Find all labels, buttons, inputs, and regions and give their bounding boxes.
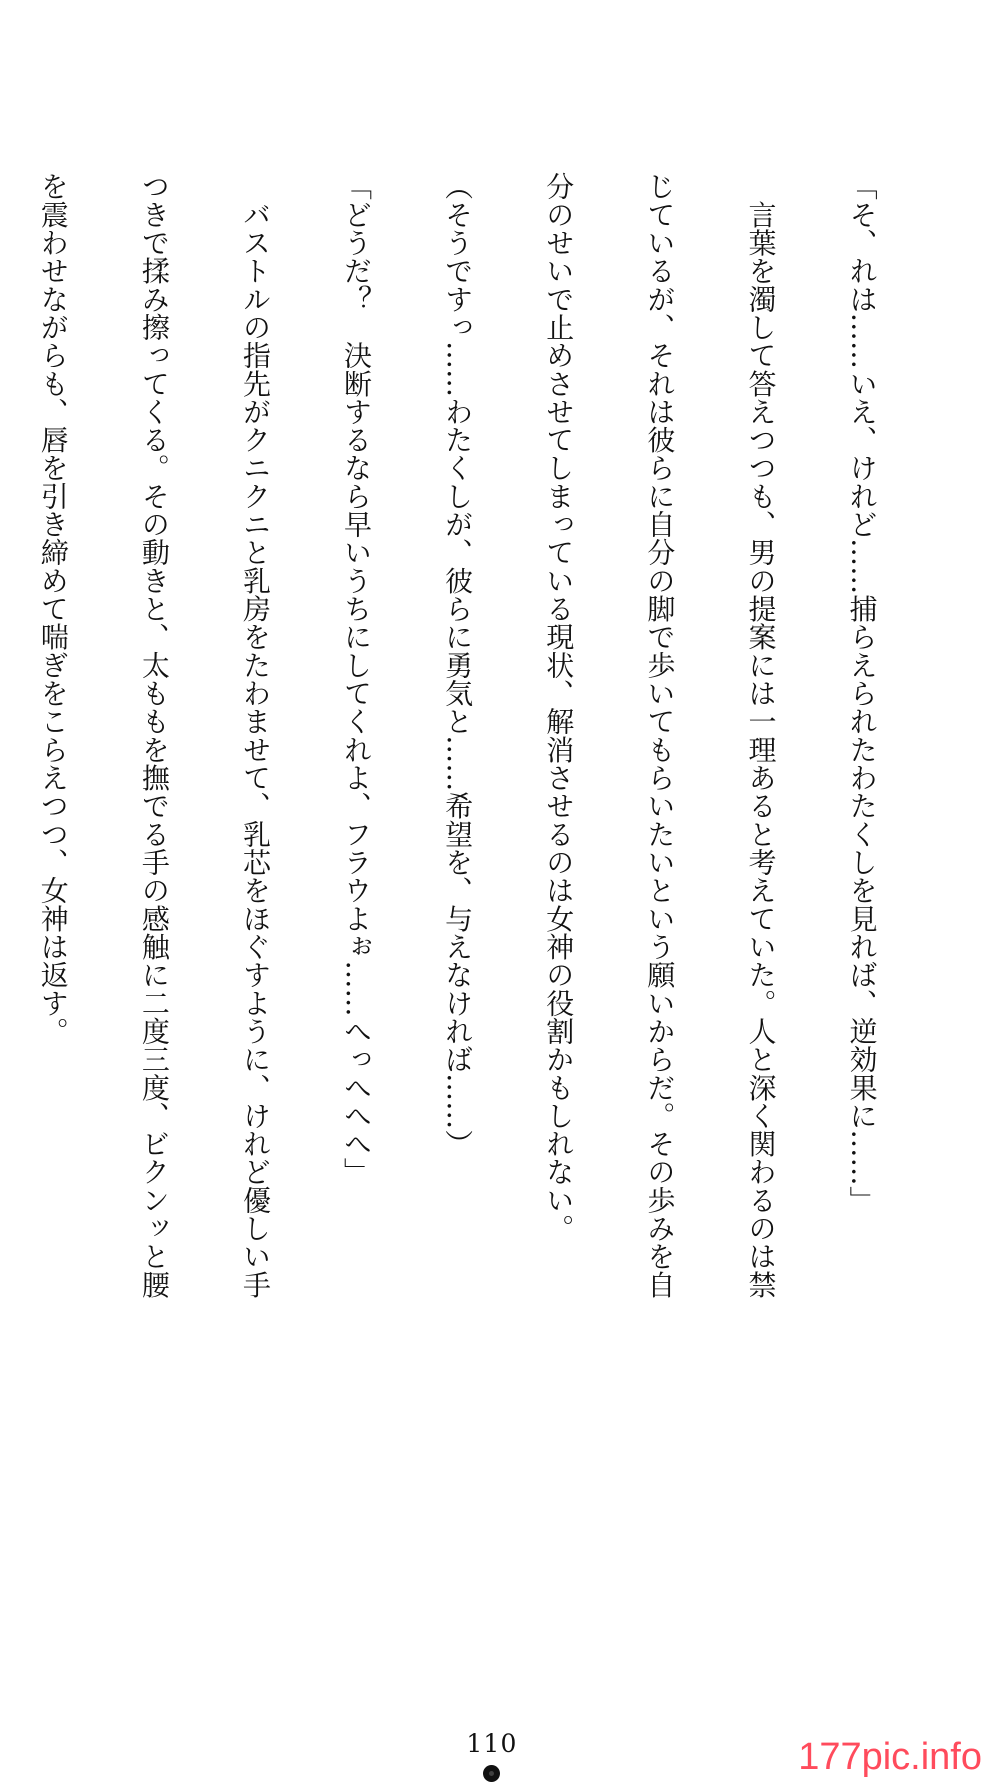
page-number: 110 xyxy=(466,1729,518,1758)
site-watermark: 177pic.info xyxy=(798,1736,982,1778)
text-line: バストルの指先がクニクニと乳房をたわませて、乳芯をほぐすように、けれど優しい手 xyxy=(238,172,272,1299)
text-line: つきで揉み擦ってくる。その動きと、太ももを撫でる手の感触に二度三度、ビクンッと腰 xyxy=(137,172,171,1299)
text-line: 「そ、れは……いえ、けれど……捕らえられたわたくしを見れば、逆効果に……」 xyxy=(845,172,879,1214)
text-line: を震わせながらも、唇を引き締めて喘ぎをこらえつつ、女神は返す。 xyxy=(36,172,70,1045)
text-line: 分のせいで止めさせてしまっている現状、解消させるのは女神の役割かもしれない。 xyxy=(542,172,576,1243)
text-line: （そうですっ……わたくしが、彼らに勇気と……希望を、与えなければ……） xyxy=(441,172,475,1158)
text-line: じているが、それは彼らに自分の脚で歩いてもらいたいという願いからだ。その歩みを自 xyxy=(643,172,677,1299)
text-line: 「どうだ？ 決断するなら早いうちにしてくれよ、フラウよぉ……へっへへへ」 xyxy=(340,172,374,1186)
text-line: 言葉を濁して答えつつも、男の提案には一理あると考えていた。人と深く関わるのは禁 xyxy=(744,172,778,1299)
vertical-text-body xyxy=(36,172,946,1552)
footer-ornament-icon xyxy=(483,1765,500,1782)
